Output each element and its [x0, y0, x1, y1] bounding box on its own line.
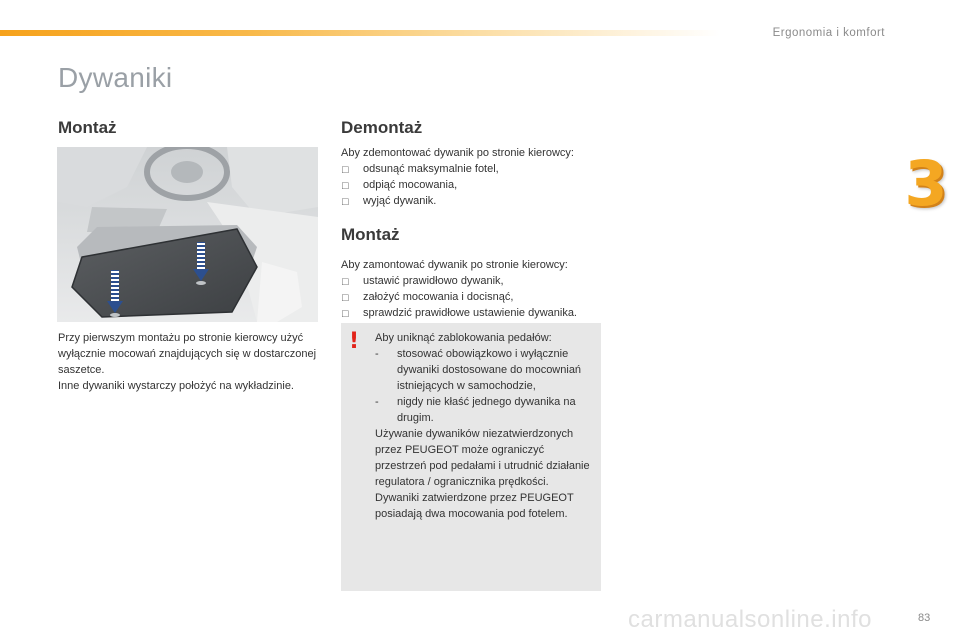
warning-exclamation-icon: ! [349, 329, 360, 354]
step-text: odsunąć maksymalnie fotel, [363, 163, 499, 175]
montaz-heading-right: Montaż [341, 225, 400, 244]
list-item [341, 305, 611, 321]
checkbox-bullet-icon: □ [342, 180, 349, 192]
car-floor-mat-photo [57, 147, 318, 322]
warning-list [375, 346, 597, 426]
step-text: odpiąć mocowania, [363, 179, 458, 191]
montaz-instructions [341, 257, 611, 321]
list-item [341, 273, 611, 289]
list-item [341, 193, 611, 209]
demontaz-intro: Aby zdemontować dywanik po stronie kierowcy: [341, 147, 574, 159]
checkbox-bullet-icon: □ [342, 308, 349, 320]
section-label: Ergonomia i komfort [772, 27, 885, 39]
warning-paragraph-1: Używanie dywaników niezatwierdzonych przez PEUGEOT może ograniczyć przestrzeń pod pedałami i utrudnić działanie regulatora / ogranicznika prędkości. [375, 428, 590, 488]
warning-paragraph-2: Dywaniki zatwierdzone przez PEUGEOT posiadają dwa mocowania pod fotelem. [375, 492, 574, 520]
step-text: założyć mocowania i docisnąć, [363, 291, 514, 303]
watermark: carmanualsonline.info [628, 606, 872, 633]
list-item [341, 289, 611, 305]
left-paragraph-2: Inne dywaniki wystarczy położyć na wykładzinie. [58, 380, 294, 392]
chapter-number: 3 [904, 147, 948, 220]
page-title: Dywaniki [58, 62, 173, 93]
demontaz-steps [341, 161, 611, 209]
montaz-heading-left: Montaż [58, 118, 117, 137]
top-accent-bar [0, 30, 720, 36]
demontaz-instructions [341, 145, 611, 209]
warning-item-text: nigdy nie kłaść jednego dywanika na drugim. [397, 396, 576, 424]
list-item [375, 346, 597, 394]
montaz-steps [341, 273, 611, 321]
left-instructions [58, 330, 323, 394]
dash-bullet: - [375, 348, 379, 360]
checkbox-bullet-icon: □ [342, 164, 349, 176]
warning-intro: Aby uniknąć zablokowania pedałów: [375, 332, 552, 344]
warning-text [375, 330, 597, 522]
left-paragraph-1: Przy pierwszym montażu po stronie kierowcy użyć wyłącznie mocowań znajdujących się w dostarczonej saszetce. [58, 332, 317, 376]
checkbox-bullet-icon: □ [342, 292, 349, 304]
demontaz-heading: Demontaż [341, 118, 423, 137]
dash-bullet: - [375, 396, 379, 408]
montaz-intro: Aby zamontować dywanik po stronie kierowcy: [341, 259, 568, 271]
list-item [341, 177, 611, 193]
step-text: wyjąć dywanik. [363, 195, 437, 207]
page-number: 83 [918, 612, 931, 624]
checkbox-bullet-icon: □ [342, 196, 349, 208]
checkbox-bullet-icon: □ [342, 276, 349, 288]
step-text: ustawić prawidłowo dywanik, [363, 275, 504, 287]
step-text: sprawdzić prawidłowe ustawienie dywanika. [363, 307, 577, 319]
list-item [341, 161, 611, 177]
list-item [375, 394, 597, 426]
warning-item-text: stosować obowiązkowo i wyłącznie dywaniki dostosowane do mocowniań istniejących w samochodzie, [397, 348, 582, 392]
